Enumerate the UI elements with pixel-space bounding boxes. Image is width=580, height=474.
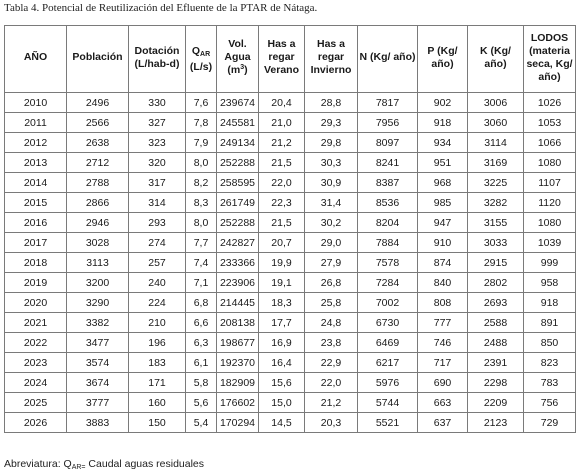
table-cell: 8097: [358, 133, 418, 153]
column-header-pre: Q: [191, 44, 201, 57]
table-cell: 637: [418, 413, 468, 433]
table-cell: 22,0: [305, 373, 358, 393]
table-cell: 14,5: [259, 413, 305, 433]
table-cell: 1080: [524, 213, 576, 233]
table-cell: 690: [418, 373, 468, 393]
table-body: [5, 93, 576, 433]
column-header: [468, 26, 524, 93]
table-cell: 8241: [358, 153, 418, 173]
table-cell: 1107: [524, 173, 576, 193]
table-cell: 8,3: [186, 193, 217, 213]
table-cell: 31,4: [305, 193, 358, 213]
table-cell: 2022: [5, 333, 67, 353]
table-cell: 21,0: [259, 113, 305, 133]
table-cell: 7817: [358, 93, 418, 113]
table-cell: 20,3: [305, 413, 358, 433]
table-cell: 2019: [5, 273, 67, 293]
table-cell: 958: [524, 273, 576, 293]
table-cell: 8204: [358, 213, 418, 233]
table-row: [5, 193, 576, 213]
table-cell: 850: [524, 333, 576, 353]
table-cell: 2017: [5, 233, 67, 253]
table-cell: 808: [418, 293, 468, 313]
table-row: [5, 213, 576, 233]
table-cell: 6,3: [186, 333, 217, 353]
column-header: [259, 26, 305, 93]
table-cell: 208138: [217, 313, 259, 333]
table-cell: 3674: [67, 373, 129, 393]
column-header-pre: LODOS (materia seca, Kg/ año): [526, 31, 573, 83]
column-header-pre: AÑO: [23, 51, 48, 63]
column-header: [418, 26, 468, 93]
table-row: [5, 153, 576, 173]
table-cell: 183: [129, 353, 186, 373]
column-header: [305, 26, 358, 93]
table-cell: 2025: [5, 393, 67, 413]
footnote-prefix: Abreviatura: Q: [4, 458, 72, 470]
table-cell: 717: [418, 353, 468, 373]
table-cell: 7002: [358, 293, 418, 313]
table-cell: 320: [129, 153, 186, 173]
table-cell: 2391: [468, 353, 524, 373]
table-cell: 823: [524, 353, 576, 373]
table-cell: 176602: [217, 393, 259, 413]
column-header: [524, 26, 576, 93]
table-cell: 6469: [358, 333, 418, 353]
table-cell: 6730: [358, 313, 418, 333]
header-row: [5, 26, 576, 93]
table-cell: 3282: [468, 193, 524, 213]
table-cell: 196: [129, 333, 186, 353]
table-cell: 240: [129, 273, 186, 293]
table-cell: 2915: [468, 253, 524, 273]
table-cell: 3113: [67, 253, 129, 273]
table-cell: 30,3: [305, 153, 358, 173]
table-cell: 902: [418, 93, 468, 113]
column-header-tail: ): [244, 64, 248, 76]
table-cell: 2016: [5, 213, 67, 233]
column-header-pre: Vol. Agua (m: [224, 38, 251, 76]
table-cell: 20,7: [259, 233, 305, 253]
table-cell: 22,9: [305, 353, 358, 373]
table-cell: 323: [129, 133, 186, 153]
table-cell: 3883: [67, 413, 129, 433]
column-header: [129, 26, 186, 93]
table-cell: 25,8: [305, 293, 358, 313]
table-cell: 3006: [468, 93, 524, 113]
table-cell: 3169: [468, 153, 524, 173]
table-cell: 3382: [67, 313, 129, 333]
table-cell: 210: [129, 313, 186, 333]
column-header-pre: N (Kg/ año): [359, 51, 416, 63]
table-cell: 8536: [358, 193, 418, 213]
table-cell: 23,8: [305, 333, 358, 353]
table-cell: 891: [524, 313, 576, 333]
table-cell: 5,8: [186, 373, 217, 393]
table-cell: 330: [129, 93, 186, 113]
table-cell: 224: [129, 293, 186, 313]
column-header-pre: P (Kg/ año): [427, 44, 458, 70]
table-cell: 7,7: [186, 233, 217, 253]
table-cell: 5,6: [186, 393, 217, 413]
table-row: [5, 373, 576, 393]
footnote-subscript: AR=: [71, 464, 86, 471]
table-cell: 2018: [5, 253, 67, 273]
table-cell: 968: [418, 173, 468, 193]
table-cell: 6,6: [186, 313, 217, 333]
table-cell: 7,9: [186, 133, 217, 153]
table-cell: 29,0: [305, 233, 358, 253]
table-cell: 2209: [468, 393, 524, 413]
table-cell: 2013: [5, 153, 67, 173]
table-cell: 22,0: [259, 173, 305, 193]
table-cell: 317: [129, 173, 186, 193]
table-cell: 2788: [67, 173, 129, 193]
table-row: [5, 133, 576, 153]
table-cell: 233366: [217, 253, 259, 273]
table-cell: 5,4: [186, 413, 217, 433]
table-cell: 2488: [468, 333, 524, 353]
table-cell: 1026: [524, 93, 576, 113]
table-cell: 2123: [468, 413, 524, 433]
table-cell: 7956: [358, 113, 418, 133]
column-header-sub: AR: [200, 50, 211, 58]
table-cell: 20,4: [259, 93, 305, 113]
table-row: [5, 273, 576, 293]
table-cell: 29,3: [305, 113, 358, 133]
table-cell: 257: [129, 253, 186, 273]
table-cell: 314: [129, 193, 186, 213]
table-cell: 2024: [5, 373, 67, 393]
table-cell: 7,8: [186, 113, 217, 133]
table-cell: 22,3: [259, 193, 305, 213]
table-cell: 21,5: [259, 153, 305, 173]
table-cell: 910: [418, 233, 468, 253]
table-cell: 3200: [67, 273, 129, 293]
table-cell: 2566: [67, 113, 129, 133]
table-cell: 2638: [67, 133, 129, 153]
table-cell: 171: [129, 373, 186, 393]
data-table: [4, 25, 576, 433]
table-cell: 24,8: [305, 313, 358, 333]
column-header-sup: 3: [240, 64, 245, 71]
column-header-pre: K (Kg/ año): [480, 44, 511, 70]
table-cell: 150: [129, 413, 186, 433]
column-header-pre: Dotación (L/hab-d): [134, 44, 180, 70]
table-cell: 663: [418, 393, 468, 413]
table-cell: 192370: [217, 353, 259, 373]
table-cell: 16,4: [259, 353, 305, 373]
table-cell: 999: [524, 253, 576, 273]
table-cell: 2020: [5, 293, 67, 313]
table-cell: 182909: [217, 373, 259, 393]
table-cell: 8,2: [186, 173, 217, 193]
table-cell: 223906: [217, 273, 259, 293]
table-cell: 874: [418, 253, 468, 273]
table-cell: 19,9: [259, 253, 305, 273]
table-cell: 8387: [358, 173, 418, 193]
column-header-pre: Has a regar Verano: [263, 38, 300, 76]
table-cell: 7,6: [186, 93, 217, 113]
column-header: [186, 26, 217, 93]
table-cell: 214445: [217, 293, 259, 313]
table-cell: 756: [524, 393, 576, 413]
table-cell: 252288: [217, 213, 259, 233]
table-cell: 239674: [217, 93, 259, 113]
table-cell: 242827: [217, 233, 259, 253]
table-cell: 6,8: [186, 293, 217, 313]
table-cell: 5976: [358, 373, 418, 393]
table-cell: 7,1: [186, 273, 217, 293]
table-cell: 198677: [217, 333, 259, 353]
table-row: [5, 93, 576, 113]
table-cell: 6,1: [186, 353, 217, 373]
column-header: [358, 26, 418, 93]
table-cell: 1039: [524, 233, 576, 253]
table-cell: 2015: [5, 193, 67, 213]
table-cell: 1066: [524, 133, 576, 153]
table-cell: 245581: [217, 113, 259, 133]
table-cell: 160: [129, 393, 186, 413]
table-cell: 15,0: [259, 393, 305, 413]
table-cell: 1080: [524, 153, 576, 173]
table-cell: 3114: [468, 133, 524, 153]
table-cell: 7578: [358, 253, 418, 273]
table-cell: 170294: [217, 413, 259, 433]
table-cell: 30,2: [305, 213, 358, 233]
table-cell: 3060: [468, 113, 524, 133]
table-cell: 746: [418, 333, 468, 353]
table-cell: 947: [418, 213, 468, 233]
table-cell: 21,2: [305, 393, 358, 413]
table-row: [5, 413, 576, 433]
table-cell: 21,2: [259, 133, 305, 153]
table-cell: 2588: [468, 313, 524, 333]
table-cell: 3574: [67, 353, 129, 373]
table-cell: 918: [418, 113, 468, 133]
table-cell: 258595: [217, 173, 259, 193]
table-cell: 783: [524, 373, 576, 393]
footnote: [4, 458, 204, 471]
table-cell: 2021: [5, 313, 67, 333]
table-cell: 2802: [468, 273, 524, 293]
table-cell: 3028: [67, 233, 129, 253]
table-cell: 249134: [217, 133, 259, 153]
column-header: [5, 26, 67, 93]
table-cell: 274: [129, 233, 186, 253]
column-header: [217, 26, 259, 93]
table-row: [5, 353, 576, 373]
table-cell: 30,9: [305, 173, 358, 193]
table-cell: 29,8: [305, 133, 358, 153]
table-cell: 8,0: [186, 153, 217, 173]
table-row: [5, 333, 576, 353]
table-cell: 951: [418, 153, 468, 173]
table-cell: 5744: [358, 393, 418, 413]
table-cell: 7884: [358, 233, 418, 253]
column-header-post: (L/s): [189, 60, 213, 73]
table-cell: 2012: [5, 133, 67, 153]
table-cell: 2693: [468, 293, 524, 313]
table-cell: 3477: [67, 333, 129, 353]
table-cell: 3225: [468, 173, 524, 193]
table-cell: 3155: [468, 213, 524, 233]
table-cell: 3777: [67, 393, 129, 413]
table-cell: 7,4: [186, 253, 217, 273]
table-row: [5, 393, 576, 413]
table-cell: 16,9: [259, 333, 305, 353]
table-cell: 2010: [5, 93, 67, 113]
table-row: [5, 253, 576, 273]
table-cell: 261749: [217, 193, 259, 213]
table-cell: 7284: [358, 273, 418, 293]
table-cell: 19,1: [259, 273, 305, 293]
table-cell: 26,8: [305, 273, 358, 293]
table-cell: 3290: [67, 293, 129, 313]
table-cell: 1053: [524, 113, 576, 133]
table-cell: 1120: [524, 193, 576, 213]
footnote-text: Caudal aguas residuales: [85, 458, 205, 470]
table-cell: 27,9: [305, 253, 358, 273]
table-caption: Tabla 4. Potencial de Reutilización del Efluente de la PTAR de Nátaga.: [4, 2, 318, 14]
table-cell: 985: [418, 193, 468, 213]
table-cell: 2026: [5, 413, 67, 433]
table-cell: 934: [418, 133, 468, 153]
column-header: [67, 26, 129, 93]
table-cell: 18,3: [259, 293, 305, 313]
table-cell: 2496: [67, 93, 129, 113]
table-row: [5, 173, 576, 193]
table-cell: 28,8: [305, 93, 358, 113]
table-cell: 252288: [217, 153, 259, 173]
column-header-pre: Población: [72, 51, 123, 63]
table-row: [5, 113, 576, 133]
table-cell: 777: [418, 313, 468, 333]
column-header-pre: Has a regar Invierno: [310, 38, 352, 76]
table-cell: 6217: [358, 353, 418, 373]
table-row: [5, 233, 576, 253]
table-cell: 2712: [67, 153, 129, 173]
table-row: [5, 313, 576, 333]
table-cell: 2011: [5, 113, 67, 133]
table-cell: 918: [524, 293, 576, 313]
table-cell: 2298: [468, 373, 524, 393]
table-cell: 840: [418, 273, 468, 293]
table-cell: 2946: [67, 213, 129, 233]
table-cell: 2866: [67, 193, 129, 213]
table-cell: 15,6: [259, 373, 305, 393]
table-cell: 5521: [358, 413, 418, 433]
table-cell: 8,0: [186, 213, 217, 233]
table-cell: 327: [129, 113, 186, 133]
table-cell: 2023: [5, 353, 67, 373]
table-row: [5, 293, 576, 313]
table-cell: 293: [129, 213, 186, 233]
table-cell: 2014: [5, 173, 67, 193]
table-cell: 729: [524, 413, 576, 433]
table-cell: 17,7: [259, 313, 305, 333]
table-cell: 3033: [468, 233, 524, 253]
table-cell: 21,5: [259, 213, 305, 233]
